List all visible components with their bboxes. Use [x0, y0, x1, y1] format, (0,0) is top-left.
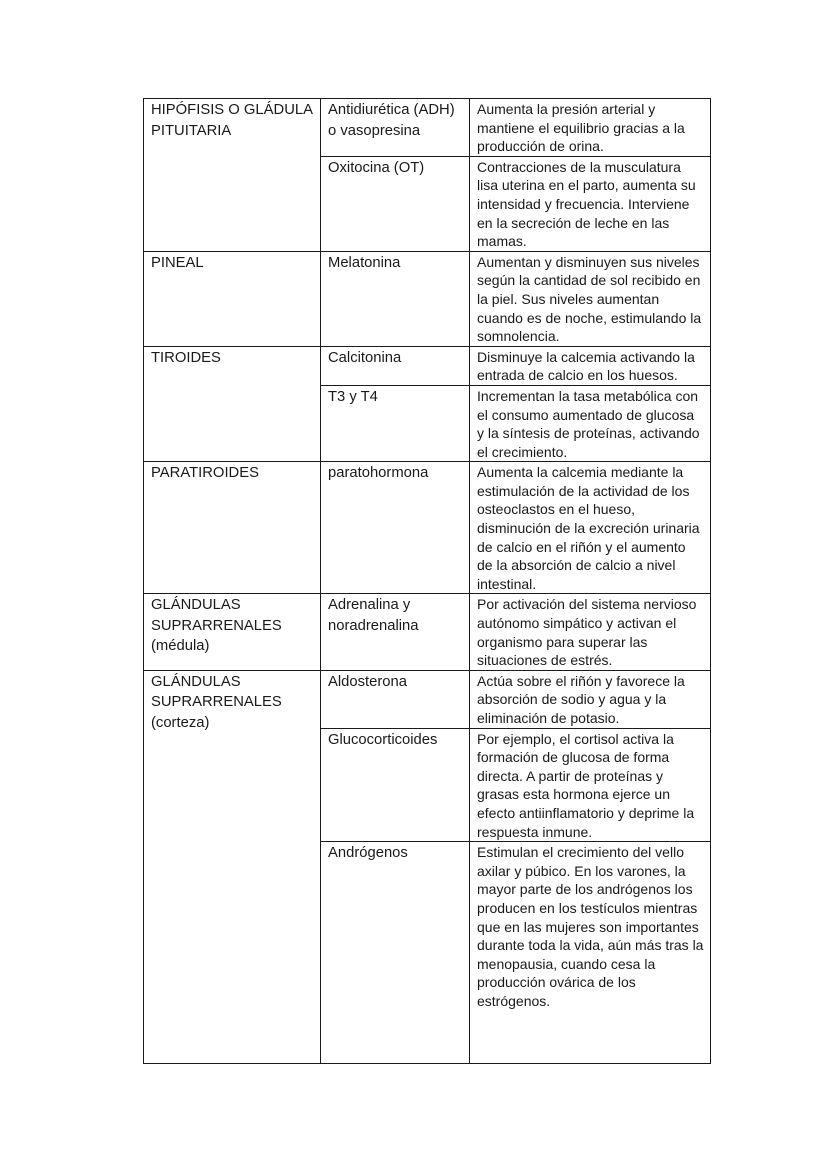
glands-hormones-table — [143, 98, 711, 1064]
hormone-cell: Glucocorticoides — [321, 728, 470, 842]
hormone-cell: Adrenalina y noradrenalina — [321, 594, 470, 670]
function-cell: Actúa sobre el riñón y favorece la absorción de sodio y agua y la eliminación de potasio. — [470, 670, 711, 728]
function-cell: Contracciones de la musculatura lisa uterina en el parto, aumenta su intensidad y frecuencia. Interviene en la secreción de leche en las mamas. — [470, 156, 711, 251]
gland-cell: GLÁNDULAS SUPRARRENALES (corteza) — [144, 670, 321, 1063]
hormone-cell: Andrógenos — [321, 842, 470, 1064]
gland-cell: PINEAL — [144, 251, 321, 346]
gland-cell: HIPÓFISIS O GLÁDULA PITUITARIA — [144, 99, 321, 252]
function-cell: Aumenta la calcemia mediante la estimulación de la actividad de los osteoclastos en el hueso, disminución de la excreción urinaria de calcio en el riñón y el aumento de la absorción de calcio a nivel intestinal. — [470, 462, 711, 594]
table-row — [144, 670, 711, 728]
function-cell: Por activación del sistema nervioso autónomo simpático y activan el organismo para superar las situaciones de estrés. — [470, 594, 711, 670]
hormone-cell: Aldosterona — [321, 670, 470, 728]
function-cell: Por ejemplo, el cortisol activa la formación de glucosa de forma directa. A partir de proteínas y grasas esta hormona ejerce un efecto antiinflamatorio y deprime la respuesta inmune. — [470, 728, 711, 842]
gland-cell: PARATIROIDES — [144, 462, 321, 594]
function-cell: Aumenta la presión arterial y mantiene el equilibrio gracias a la producción de orina. — [470, 99, 711, 157]
function-cell: Aumentan y disminuyen sus niveles según la cantidad de sol recibido en la piel. Sus niveles aumentan cuando es de noche, estimulando la somnolencia. — [470, 251, 711, 346]
hormone-cell: Calcitonina — [321, 346, 470, 385]
hormone-cell: Melatonina — [321, 251, 470, 346]
hormone-cell: paratohormona — [321, 462, 470, 594]
function-cell: Disminuye la calcemia activando la entrada de calcio en los huesos. — [470, 346, 711, 385]
table-row — [144, 251, 711, 346]
table-row — [144, 594, 711, 670]
gland-cell: TIROIDES — [144, 346, 321, 462]
table-row — [144, 99, 711, 157]
function-cell: Estimulan el crecimiento del vello axilar y púbico. En los varones, la mayor parte de los andrógenos los producen en los testículos mientras que en las mujeres son importantes durante toda la vida, aún más tras la menopausia, cuando cesa la producción ovárica de los estrógenos. — [470, 842, 711, 1064]
hormone-cell: Oxitocina (OT) — [321, 156, 470, 251]
gland-cell: GLÁNDULAS SUPRARRENALES (médula) — [144, 594, 321, 670]
function-cell: Incrementan la tasa metabólica con el consumo aumentado de glucosa y la síntesis de proteínas, activando el crecimiento. — [470, 385, 711, 461]
hormone-cell: Antidiurética (ADH) o vasopresina — [321, 99, 470, 157]
table-row — [144, 462, 711, 594]
table-row — [144, 346, 711, 385]
hormone-cell: T3 y T4 — [321, 385, 470, 461]
